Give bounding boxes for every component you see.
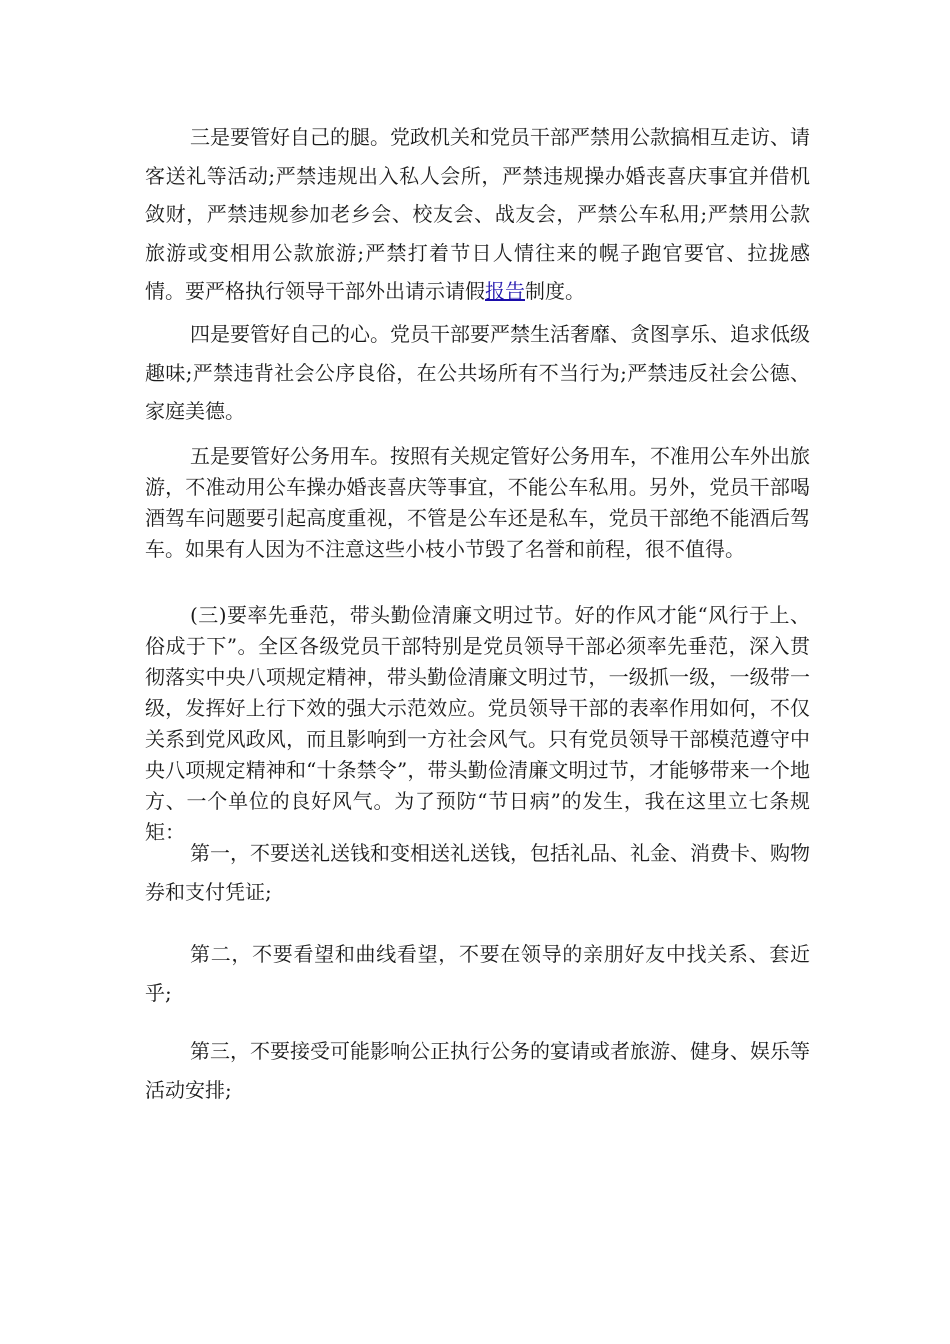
report-link[interactable]: 报告 — [485, 279, 525, 303]
paragraph-official-car: 五是要管好公务用车。按照有关规定管好公务用车，不准用公车外出旅游，不准动用公车操办婚丧喜庆等事宜，不能公车私用。另外，党员干部喝酒驾车问题要引起高度重视，不管是公车还是私车，党员干部绝不能酒后驾车。如果有人因为不注意这些小枝小节毁了名誉和前程，很不值得。 — [145, 444, 810, 561]
paragraph-legs-end: 制度。 — [525, 279, 585, 303]
paragraph-heart: 四是要管好自己的心。党员干部要严禁生活奢靡、贪图享乐、追求低级趣味;严禁违背社会公序良俗，在公共场所有不当行为;严禁违反社会公德、家庭美德。 — [145, 322, 810, 423]
rule-item-2: 第二，不要看望和曲线看望，不要在领导的亲朋好友中找关系、套近乎; — [145, 942, 810, 1005]
paragraph-legs-text: 三是要管好自己的腿。党政机关和党员干部严禁用公款搞相互走访、请客送礼等活动;严禁违规出入私人会所，严禁违规操办婚丧喜庆事宜并借机敛财，严禁违规参加老乡会、校友会、战友会，严禁公车私用;严禁用公款旅游或变相用公款旅游;严禁打着节日人情往来的幌子跑官要官、拉拢感情。要严格执行领导干部外出请示请假 — [145, 125, 810, 303]
paragraph-legs — [145, 118, 810, 311]
paragraph-lead-by-example: (三)要率先垂范，带头勤俭清廉文明过节。好的作风才能“风行于上、俗成于下”。全区各级党员干部特别是党员领导干部必须率先垂范，深入贯彻落实中央八项规定精神，带头勤俭清廉文明过节，一级抓一级，一级带一级，发挥好上行下效的强大示范效应。党员领导干部的表率作用如何，不仅关系到党风政风，而且影响到一方社会风气。只有党员领导干部模范遵守中央八项规定精神和“十条禁令”，带头勤俭清廉文明过节，才能够带来一个地方、一个单位的良好风气。为了预防“节日病”的发生，我在这里立七条规矩： — [145, 603, 810, 844]
rule-item-1: 第一，不要送礼送钱和变相送礼送钱，包括礼品、礼金、消费卡、购物券和支付凭证; — [145, 841, 810, 904]
rule-item-3: 第三，不要接受可能影响公正执行公务的宴请或者旅游、健身、娱乐等活动安排; — [145, 1039, 810, 1102]
